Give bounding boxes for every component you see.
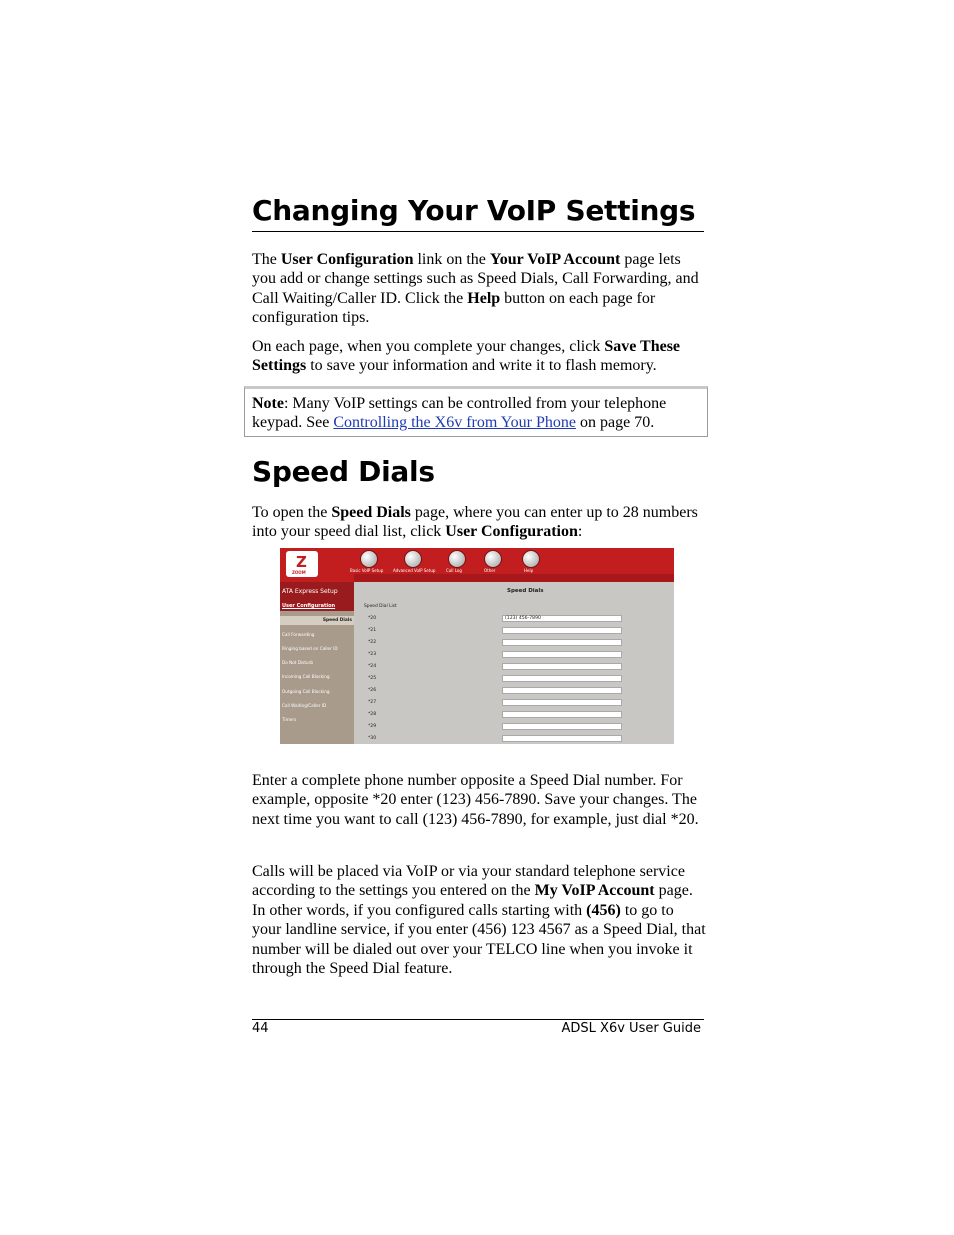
speed-dial-input[interactable] xyxy=(502,675,622,682)
sidebar-ringing-caller-id[interactable]: Ringing based on Caller ID xyxy=(282,646,338,651)
nav-basic-voip-setup[interactable]: Basic VoIP Setup xyxy=(350,568,384,573)
speed-dial-input[interactable]: (123) 456-7890 xyxy=(502,615,622,622)
speed-dial-code: *23 xyxy=(368,652,377,657)
section-title-speed-dials: Speed Dials xyxy=(252,455,435,488)
sidebar-speed-dials[interactable]: Speed Dials xyxy=(322,618,352,623)
open-speed-dials-paragraph: To open the Speed Dials page, where you can enter up to 28 numbers into your speed dial list, click User Configuration: xyxy=(252,504,698,541)
nav-advanced-voip-setup[interactable]: Advanced VoIP Setup xyxy=(393,568,436,573)
nav-help[interactable]: Help xyxy=(524,568,534,573)
speed-dial-input[interactable] xyxy=(502,735,622,742)
controlling-x6v-link[interactable]: Controlling the X6v from Your Phone xyxy=(333,414,576,432)
title-underline xyxy=(252,231,704,232)
speed-dial-input[interactable] xyxy=(502,711,622,718)
sidebar-call-waiting[interactable]: Call Waiting/Caller ID xyxy=(282,703,327,708)
speed-dial-code: *27 xyxy=(368,700,377,705)
screenshot-header-bar xyxy=(280,548,674,582)
sidebar-user-configuration[interactable]: User Configuration xyxy=(282,603,336,609)
intro-paragraph: The User Configuration link on the Your VoIP Account page lets you add or change settings such as Speed Dials, Call Forwarding, and Call Waiting/Caller ID. Click the Help button on each page for configuration tips. xyxy=(252,251,699,327)
nav-other[interactable]: Other xyxy=(484,568,496,573)
speed-dial-code: *28 xyxy=(368,712,377,717)
sidebar-timers[interactable]: Timers xyxy=(282,717,297,722)
speed-dial-input[interactable] xyxy=(502,723,622,730)
speed-dial-input[interactable] xyxy=(502,651,622,658)
phone-icon[interactable] xyxy=(448,550,466,568)
screenshot-sidebar xyxy=(280,582,354,744)
section-title-changing-voip-settings: Changing Your VoIP Settings xyxy=(252,194,696,227)
flame-icon[interactable] xyxy=(360,550,378,568)
speed-dial-input[interactable] xyxy=(502,627,622,634)
speed-dial-list-title: Speed Dial List xyxy=(364,604,397,609)
speed-dial-code: *20 xyxy=(368,616,377,621)
speed-dials-screenshot xyxy=(280,548,674,744)
sidebar-outgoing-call-blocking[interactable]: Outgoing Call Blocking xyxy=(282,689,330,694)
speed-dial-code: *22 xyxy=(368,640,377,645)
speed-dial-code: *29 xyxy=(368,724,377,729)
sidebar-do-not-disturb[interactable]: Do Not Disturb xyxy=(282,660,314,665)
nav-call-log[interactable]: Call Log xyxy=(446,568,462,573)
guide-title: ADSL X6v User Guide xyxy=(561,1021,701,1036)
save-settings-paragraph: On each page, when you complete your changes, click Save These Settings to save your information and write it to flash memory. xyxy=(252,338,681,375)
screenshot-main-panel xyxy=(358,582,674,744)
sidebar-ata-express-setup[interactable]: ATA Express Setup xyxy=(282,588,338,595)
note-text: Note: Many VoIP settings can be controlled from your telephone keypad. See Controlling the X6v from Your Phone on page 70. xyxy=(252,395,667,432)
zoom-logo: Z ZOOM xyxy=(286,551,318,577)
tools-icon[interactable] xyxy=(484,550,502,568)
wrench-icon[interactable] xyxy=(404,550,422,568)
speed-dial-input[interactable] xyxy=(502,687,622,694)
routing-paragraph: Calls will be placed via VoIP or via your standard telephone service according to the settings you entered on the My VoIP Account page. In other words, if you configured calls starting with (456) to go to your landline service, if you enter (456) 123 4567 as a Speed Dial, that number will be dialed out over your TELCO line when you invoke it through the Speed Dial feature. xyxy=(252,863,706,978)
page-number: 44 xyxy=(252,1021,269,1036)
speed-dial-input[interactable] xyxy=(502,663,622,670)
sidebar-call-forwarding[interactable]: Call Forwarding xyxy=(282,632,315,637)
footer-rule xyxy=(252,1019,704,1020)
speed-dial-code: *21 xyxy=(368,628,377,633)
speed-dial-code: *26 xyxy=(368,688,377,693)
speed-dial-input[interactable] xyxy=(502,639,622,646)
speed-dial-input[interactable] xyxy=(502,699,622,706)
sidebar-incoming-call-blocking[interactable]: Incoming Call Blocking xyxy=(282,674,330,679)
example-paragraph: Enter a complete phone number opposite a Speed Dial number. For example, opposite *20 enter (123) 456-7890. Save your changes. The next time you want to call (123) 456-7890, for example, just dial *20. xyxy=(252,772,699,828)
speed-dial-code: *24 xyxy=(368,664,377,669)
speed-dial-code: *25 xyxy=(368,676,377,681)
question-icon[interactable] xyxy=(522,550,540,568)
speed-dials-title: Speed Dials xyxy=(507,588,544,594)
speed-dial-code: *30 xyxy=(368,736,377,741)
